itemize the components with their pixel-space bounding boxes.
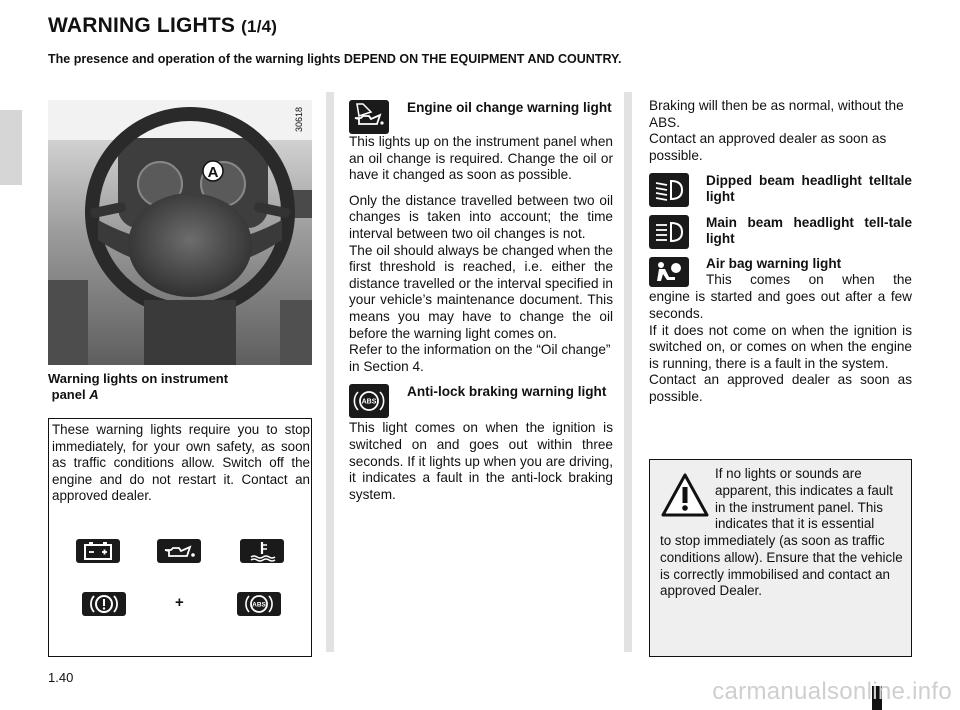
chapter-tab: [0, 110, 22, 185]
main-beam-icon: [649, 215, 689, 249]
caption-line2: panel: [51, 387, 90, 402]
airbag-heading: Air bag warning light: [706, 256, 842, 272]
oil-change-p2: Only the distance travelled between two oil changes is taken into account; the time interval between two oil changes is not.: [349, 192, 613, 241]
abs-warning-icon-label: ABS: [361, 398, 377, 406]
stop-warning-box: [48, 418, 312, 657]
airbag-p1: engine is started and goes out after a few seconds.: [649, 289, 912, 321]
marker-a: A: [207, 164, 219, 181]
column-divider-1: [326, 92, 334, 652]
dipped-beam-heading: Dipped beam headlight telltale light: [706, 173, 912, 205]
page-title: [48, 14, 277, 38]
middle-column: [349, 98, 613, 503]
caption-panel-ref: A: [89, 387, 99, 402]
stop-warning-text: These warning lights require you to stop immediately, for your own safety, as soon as traffic conditions allow. Switch off the engine and do not restart it. Contact an approved dealer.: [52, 422, 310, 504]
airbag-p1-start: This comes on when the: [706, 272, 912, 288]
main-beam-heading: Main beam headlight tell-tale light: [706, 215, 912, 247]
figure-code: 30618: [294, 106, 304, 132]
page-number: 1.40: [48, 670, 74, 685]
watermark: carmanualsonline.info: [712, 678, 952, 705]
abs-continued-p2: Contact an approved dealer as soon as possible.: [649, 131, 887, 163]
oil-pressure-icon: [157, 539, 201, 563]
dipped-beam-icon: [649, 173, 689, 207]
coolant-temperature-icon: [240, 539, 284, 563]
abs-heading: Anti-lock braking warning light: [407, 384, 607, 400]
plus-sign: +: [175, 594, 184, 611]
notice-text-bottom: to stop immediately (as soon as traffic conditions allow). Ensure that the vehicle is correctly immobilised and contact an approved Dealer.: [660, 533, 903, 599]
abs-warning-icon: [349, 384, 389, 418]
dashboard-photo: [48, 100, 312, 365]
oil-change-p4: Refer to the information on the “Oil change” in Section 4.: [349, 342, 611, 374]
brake-icon: [82, 592, 126, 616]
abs-text: This light comes on when the ignition is switched on and goes out within three seconds. If it lights up when you are driving, it indicates a fault in the anti-lock braking system.: [349, 420, 613, 502]
airbag-p3: Contact an approved dealer as soon as possible.: [649, 372, 912, 404]
page-subtitle: The presence and operation of the warning lights DEPEND ON THE EQUIPMENT AND COUNTRY.: [48, 52, 622, 66]
oil-change-p3: The oil should always be changed when the first threshold is reached, i.e. either the distance travelled or the interval specified in your vehicle’s maintenance document. This means you may have to change the oil before the warning light comes on.: [349, 242, 613, 341]
right-column: [649, 98, 912, 406]
airbag-p2: If it does not come on when the ignition is switched on, or comes on when the engine is running, there is a fault in the system.: [649, 322, 912, 371]
abs-icon: [237, 592, 281, 616]
warning-triangle-icon: [660, 472, 710, 518]
title-text: WARNING LIGHTS: [48, 14, 236, 37]
caption-line1: Warning lights on instrument: [48, 371, 229, 386]
oil-change-p1: This lights up on the instrument panel when an oil change is required. Change the oil or have it changed as soon as possible.: [349, 134, 613, 183]
notice-text-top: If no lights or sounds are apparent, this indicates a fault in the instrument panel. This indicates that it is essential: [715, 466, 893, 532]
instrument-fault-notice: [649, 459, 912, 657]
airbag-icon: [649, 257, 689, 287]
photo-caption: [48, 371, 228, 403]
abs-icon-label: ABS: [252, 601, 266, 609]
abs-continued-p1: Braking will then be as normal, without the ABS.: [649, 98, 904, 130]
column-divider-2: [624, 92, 632, 652]
oil-change-heading: Engine oil change warning light: [407, 100, 612, 115]
oil-change-icon: [349, 100, 389, 134]
battery-icon: [76, 539, 120, 563]
title-part: (1/4): [241, 17, 278, 36]
